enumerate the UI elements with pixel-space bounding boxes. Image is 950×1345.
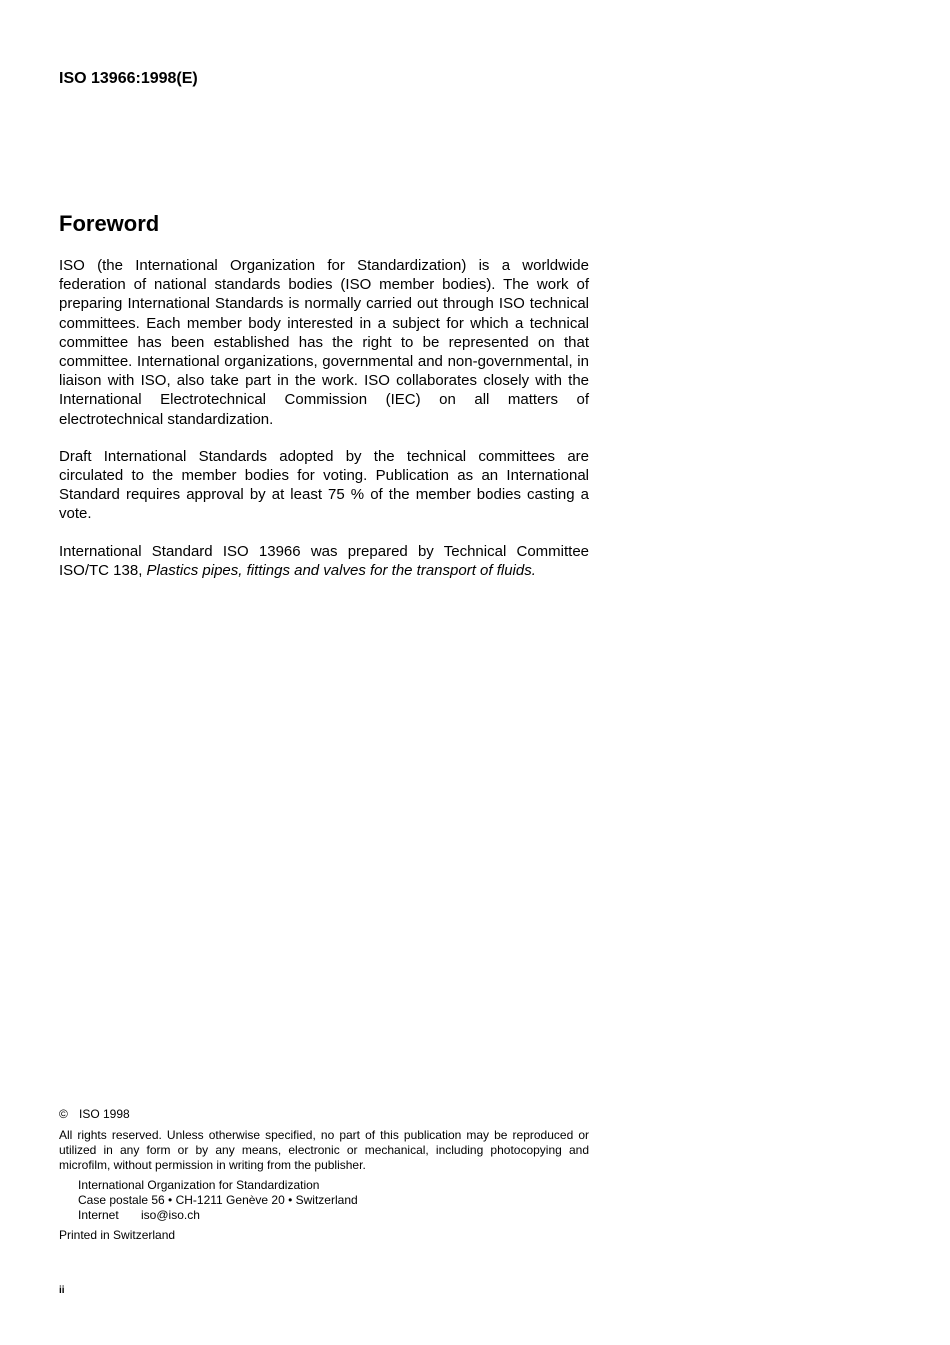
organization-address: Case postale 56 • CH-1211 Genève 20 • Switzerland [78, 1193, 358, 1207]
foreword-paragraph-3-text: International Standard ISO 13966 was prepared by Technical Committee ISO/TC 138, [59, 542, 589, 579]
rights-statement: All rights reserved. Unless otherwise specified, no part of this publication may be reproduced or utilized in any form or by any means, electronic or mechanical, including photocopying and microfilm, without permission in writing from the publisher. [59, 1128, 589, 1172]
foreword-paragraph-3 [59, 542, 589, 580]
copyright-block [59, 1107, 589, 1243]
page-number: ii [59, 1285, 65, 1296]
foreword-title: Foreword [59, 211, 160, 236]
copyright-symbol: © [59, 1107, 68, 1121]
copyright-year: ISO 1998 [79, 1107, 130, 1121]
internet-email: iso@iso.ch [141, 1208, 200, 1222]
internet-line [78, 1208, 589, 1223]
internet-label: Internet [78, 1208, 119, 1222]
printed-in: Printed in Switzerland [59, 1228, 176, 1242]
foreword-paragraph-2: Draft International Standards adopted by the technical committees are circulated to the member bodies for voting. Publication as an International Standard requires approval by at least 75 % of the member bodies casting a vote. [59, 447, 589, 523]
copyright-line [59, 1107, 589, 1122]
document-identifier: ISO 13966:1998(E) [59, 70, 198, 87]
foreword-section [59, 210, 589, 598]
organization-name: International Organization for Standardization [78, 1178, 320, 1192]
organization-address-block [59, 1178, 589, 1223]
foreword-paragraph-1: ISO (the International Organization for Standardization) is a worldwide federation of national standards bodies (ISO member bodies). The work of preparing International Standards is normally carried out through ISO technical committees. Each member body interested in a subject for which a technical committee has been established has the right to be represented on that committee. International organizations, governmental and non-governmental, in liaison with ISO, also take part in the work. ISO collaborates closely with the International Electrotechnical Commission (IEC) on all matters of electrotechnical standardization. [59, 257, 589, 428]
committee-title: Plastics pipes, fittings and valves for the transport of fluids. [146, 561, 536, 579]
